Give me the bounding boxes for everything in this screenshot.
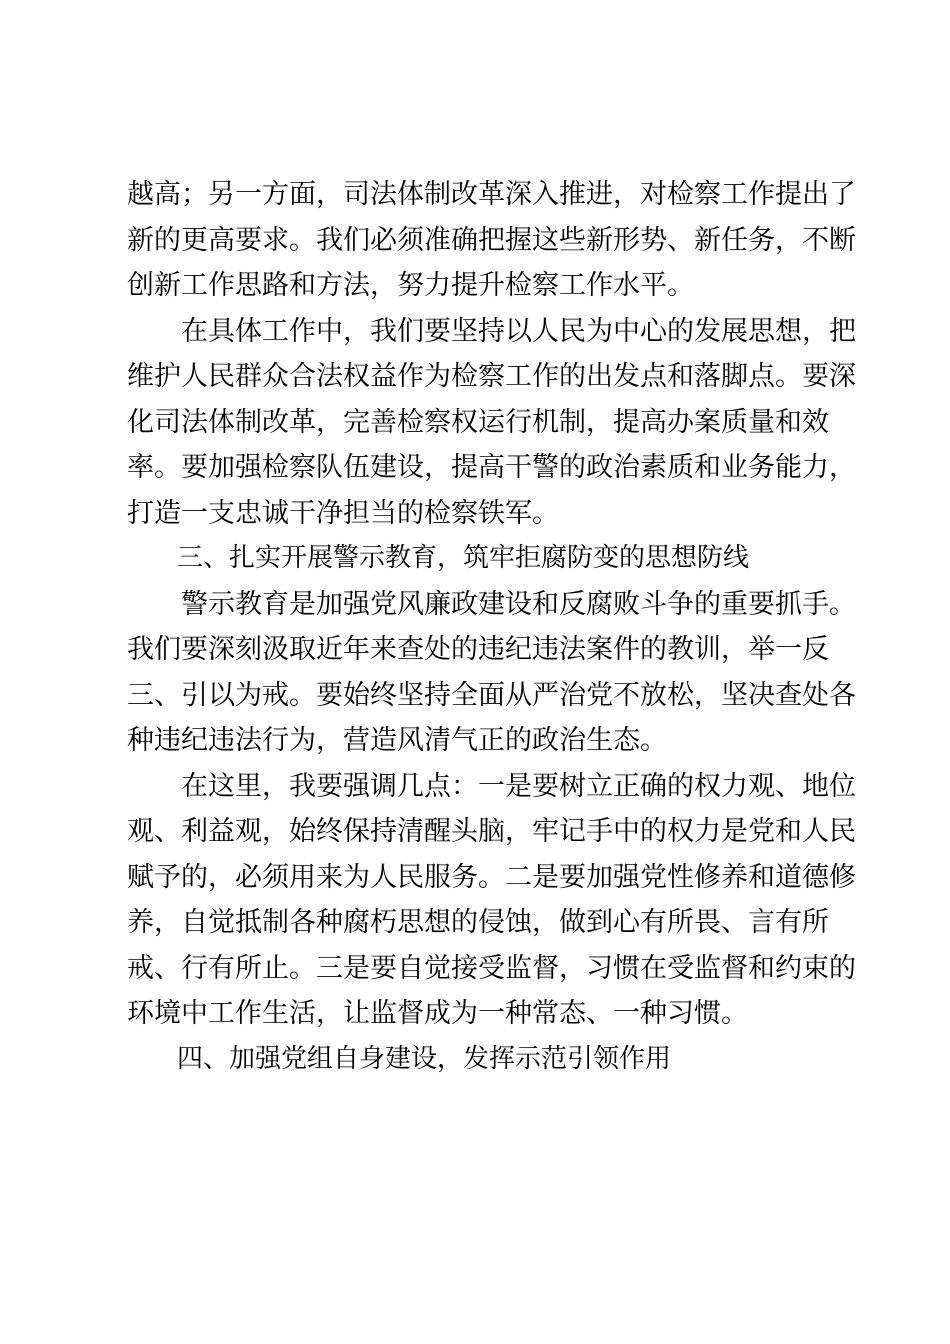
text-line: 戒、行有所止。三是要自觉接受监督，习惯在受监督和约束的 [127, 952, 856, 984]
section-heading: 四、加强党组自身建设，发挥示范引领作用 [177, 1043, 672, 1074]
text-line: 越高；另一方面，司法体制改革深入推进，对检察工作提出了 [127, 179, 856, 210]
document-body [127, 172, 856, 1082]
text-line: 率。要加强检察队伍建设，提高干警的政治素质和业务能力， [127, 452, 856, 483]
text-line: 种违纪违法行为，营造风清气正的政治生态。 [127, 725, 667, 756]
text-line: 维护人民群众合法权益作为检察工作的出发点和落脚点。要深 [127, 361, 856, 392]
text-line: 打造一支忠诚干净担当的检察铁军。 [127, 497, 559, 529]
text-line: 赋予的，必须用来为人民服务。二是要加强党性修养和道德修 [127, 861, 856, 893]
text-line: 新的更高要求。我们必须准确把握这些新形势、新任务，不断 [127, 224, 856, 256]
text-line: 我们要深刻汲取近年来查处的违纪违法案件的教训，举一反 [127, 634, 829, 665]
text-line: 三、引以为戒。要始终坚持全面从严治党不放松，坚决查处各 [127, 679, 856, 711]
text-line: 化司法体制改革，完善检察权运行机制，提高办案质量和效 [127, 406, 829, 438]
text-line: 养，自觉抵制各种腐朽思想的侵蚀，做到心有所畏、言有所 [127, 907, 829, 938]
text-line: 环境中工作生活，让监督成为一种常态、一种习惯。 [127, 998, 748, 1029]
text-line: 创新工作思路和方法，努力提升检察工作水平。 [127, 270, 694, 301]
text-line: 观、利益观，始终保持清醒头脑，牢记手中的权力是党和人民 [127, 816, 856, 847]
section-heading: 三、扎实开展警示教育，筑牢拒腐防变的思想防线 [177, 543, 750, 573]
paragraph-first-line: 在这里，我要强调几点：一是要树立正确的权力观、地位 [181, 770, 856, 802]
paragraph-first-line: 警示教育是加强党风廉政建设和反腐败斗争的重要抓手。 [181, 588, 856, 620]
paragraph-first-line: 在具体工作中，我们要坚持以人民为中心的发展思想，把 [181, 315, 856, 347]
